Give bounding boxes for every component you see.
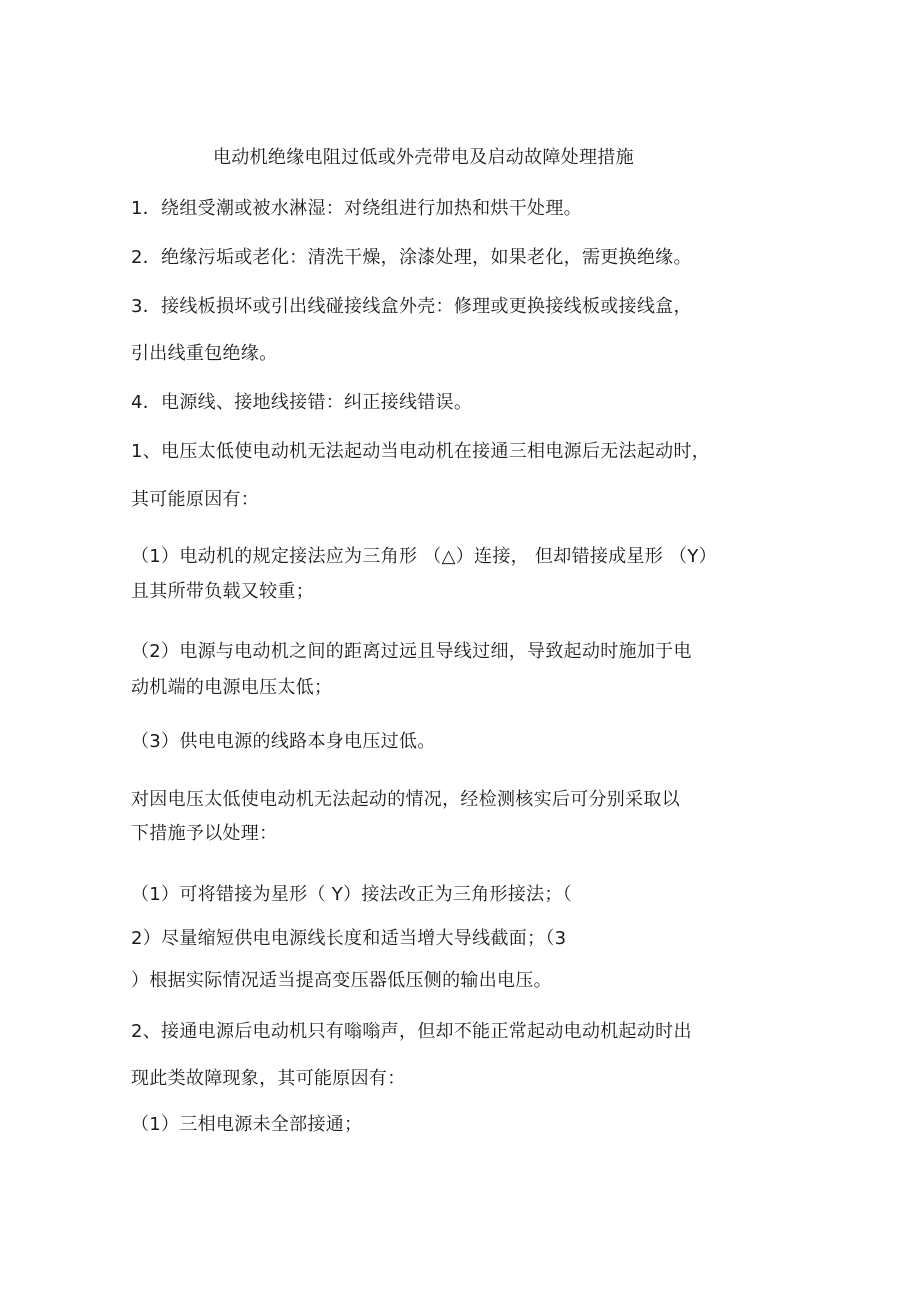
document-title: 电动机绝缘电阻过低或外壳带电及启动故障处理措施 xyxy=(213,147,634,168)
text-line: （1）三相电源未全部接通； xyxy=(131,1114,363,1135)
text-line: ）根据实际情况适当提高变压器低压侧的输出电压。 xyxy=(131,970,552,991)
text-line: （1）可将错接为星形（ Y）接法改正为三角形接法；（ xyxy=(131,884,572,905)
text-line: 1、电压太低使电动机无法起动当电动机在接通三相电源后无法起动时， xyxy=(131,441,711,462)
text-line: 2．绝缘污垢或老化：清洗干燥，涂漆处理，如果老化，需更换绝缘。 xyxy=(131,247,692,268)
text-line: 其可能原因有： xyxy=(131,489,260,510)
text-line: 现此类故障现象，其可能原因有： xyxy=(131,1068,406,1089)
text-line: （3）供电电源的线路本身电压过低。 xyxy=(131,731,436,752)
text-line: （2）电源与电动机之间的距离过远且导线过细，导致起动时施加于电 xyxy=(131,641,692,662)
text-line: （1）电动机的规定接法应为三角形 （△）连接， 但却错接成星形 （Y） xyxy=(131,546,717,567)
text-line: 动机端的电源电压太低； xyxy=(131,677,333,698)
text-line: 2、接通电源后电动机只有嗡嗡声，但却不能正常起动电动机起动时出 xyxy=(131,1021,692,1042)
text-line: 3．接线板损坏或引出线碰接线盒外壳：修理或更换接线板或接线盒， xyxy=(131,296,692,317)
text-line: 对因电压太低使电动机无法起动的情况，经检测核实后可分别采取以 xyxy=(131,789,680,810)
text-line: 下措施予以处理： xyxy=(131,823,278,844)
text-line: 2）尽量缩短供电电源线长度和适当增大导线截面；（3 xyxy=(131,928,567,949)
text-line: 且其所带负载又较重； xyxy=(131,581,314,602)
text-line: 引出线重包绝缘。 xyxy=(131,343,278,364)
text-line: 4．电源线、接地线接错：纠正接线错误。 xyxy=(131,392,473,413)
text-line: 1．绕组受潮或被水淋湿：对绕组进行加热和烘干处理。 xyxy=(131,198,582,219)
